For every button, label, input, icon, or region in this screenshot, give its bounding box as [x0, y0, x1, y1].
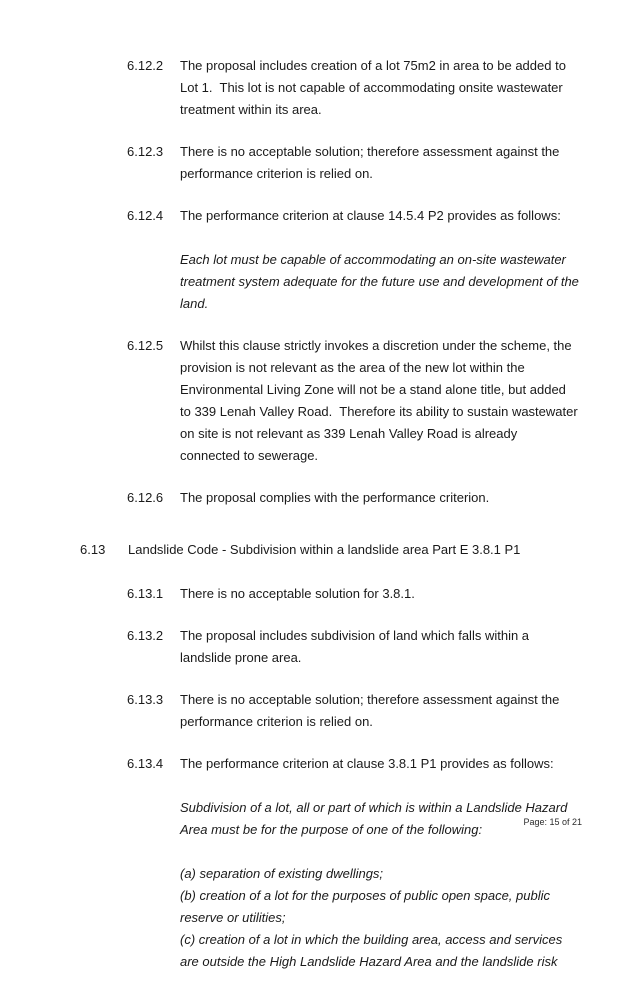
clause-body: [180, 55, 622, 121]
clause-number: 6.13: [80, 542, 106, 557]
clause-6-12-3: [0, 141, 622, 185]
clause-body: [180, 205, 622, 315]
quoted-list-item: (c) creation of a lot in which the building area, access and services are outside the High Landslide Hazard Area and the landslide risk: [180, 932, 566, 969]
clause-text: The proposal complies with the performance criterion.: [180, 490, 490, 505]
clause-number: 6.13.1: [127, 586, 164, 601]
clause-text: The proposal includes subdivision of land which falls within a landslide prone area.: [180, 628, 533, 665]
clause-6-13-1: [0, 583, 622, 605]
clause-body: [180, 625, 622, 669]
clause-body: [180, 753, 622, 973]
page-footer: Page: 15 of 21: [523, 817, 582, 827]
clause-number: 6.12.4: [127, 208, 164, 223]
clause-text: Whilst this clause strictly invokes a discretion under the scheme, the provision is not relevant as the area of the new lot within the Environmental Living Zone will not be a stand alone title, but added to 339 Lenah Valley Road. Therefore its ability to sustain wastewater on site is not relevant as 339 Lenah Valley Road is already connected to sewerage.: [180, 338, 582, 463]
clause-number: 6.12.5: [127, 338, 164, 353]
clause-body: [180, 689, 622, 733]
clause-6-12-6: [0, 487, 622, 509]
clause-text: There is no acceptable solution; therefore assessment against the performance criterion is relied on.: [180, 144, 564, 181]
clause-number: 6.13.2: [127, 628, 164, 643]
clause-body: [180, 487, 622, 509]
clause-text: The performance criterion at clause 14.5.4 P2 provides as follows:: [180, 208, 561, 223]
clause-6-12-2: [0, 55, 622, 121]
clause-6-13: [0, 539, 622, 561]
clause-6-13-2: [0, 625, 622, 669]
clause-number: 6.13.3: [127, 692, 164, 707]
clause-number: 6.12.6: [127, 490, 164, 505]
clause-body: [180, 583, 622, 605]
clause-6-12-4: [0, 205, 622, 315]
clause-text: The performance criterion at clause 3.8.1 P1 provides as follows:: [180, 756, 554, 771]
clause-6-13-4: [0, 753, 622, 973]
quoted-paragraph: Subdivision of a lot, all or part of which is within a Landslide Hazard Area must be for the purpose of one of the following:: [180, 800, 571, 837]
clause-body: [180, 141, 622, 185]
document-body: [0, 55, 622, 993]
clause-text: There is no acceptable solution; therefore assessment against the performance criterion is relied on.: [180, 692, 564, 729]
clause-body: [180, 335, 622, 467]
quoted-provision: [180, 227, 583, 315]
clause-6-13-3: [0, 689, 622, 733]
quoted-item-list: [180, 841, 580, 973]
quoted-provision: [180, 775, 580, 973]
clause-number: 6.13.4: [127, 756, 164, 771]
clause-6-12-5: [0, 335, 622, 467]
clause-text: There is no acceptable solution for 3.8.1.: [180, 586, 415, 601]
quoted-paragraph: Each lot must be capable of accommodating an on-site wastewater treatment system adequate for the future use and development of the land.: [180, 252, 583, 311]
clause-text: The proposal includes creation of a lot 75m2 in area to be added to Lot 1. This lot is not capable of accommodating onsite wastewater treatment within its area.: [180, 58, 570, 117]
quoted-list-item: (b) creation of a lot for the purposes of public open space, public reserve or utilities;: [180, 888, 554, 925]
clause-text: Landslide Code - Subdivision within a landslide area Part E 3.8.1 P1: [128, 542, 521, 557]
quoted-list-item: (a) separation of existing dwellings;: [180, 866, 384, 881]
clause-number: 6.12.2: [127, 58, 164, 73]
clause-body: [128, 539, 622, 561]
clause-number: 6.12.3: [127, 144, 164, 159]
